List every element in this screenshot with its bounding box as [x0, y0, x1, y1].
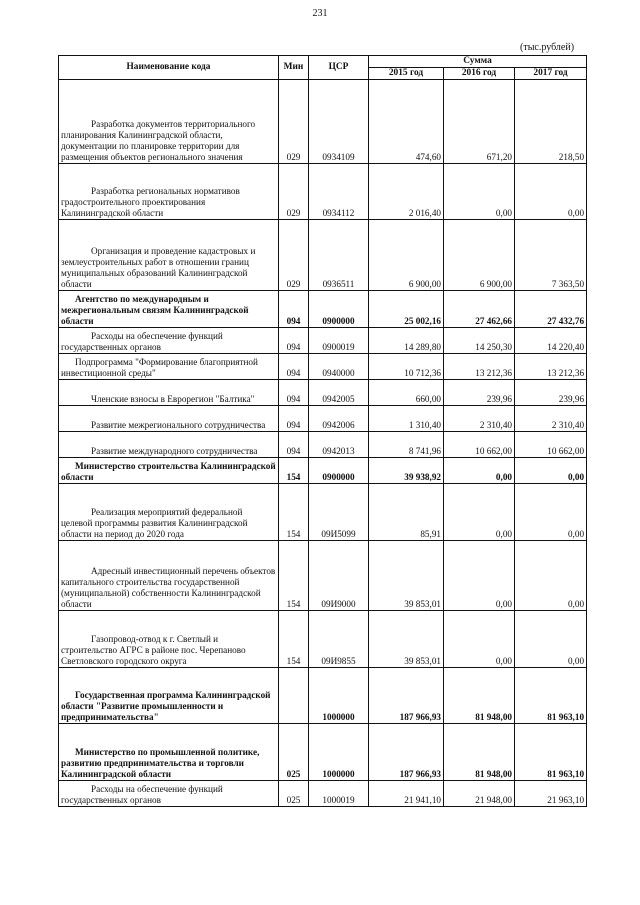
row-csr: 1000019: [309, 781, 369, 807]
row-csr: 1000000: [309, 724, 369, 781]
row-csr: 0940000: [309, 354, 369, 380]
row-2015: 2 016,40: [369, 164, 444, 220]
row-name: Расходы на обеспечение функций государственных органов: [59, 781, 279, 807]
row-csr: 0900000: [309, 458, 369, 484]
row-name: Агентство по международным и межрегиональным связям Калининградской области: [59, 291, 279, 328]
row-csr: 09И9855: [309, 611, 369, 668]
row-2015: 187 966,93: [369, 724, 444, 781]
row-name: Министерство по промышленной политике, развитию предпринимательства и торговли Калининградской области: [59, 724, 279, 781]
row-name: Реализация мероприятий федеральной целевой программы развития Калининградской области на период до 2020 года: [59, 484, 279, 541]
row-name: Адресный инвестиционный перечень объектов капитального строительства государственной (муниципальной) собственности Калининградской области: [59, 541, 279, 611]
table-row: [59, 432, 587, 458]
row-name: Разработка документов территориального планирования Калининградской области, документации по планировке территории для размещения объектов регионального значения: [59, 80, 279, 164]
table-row: [59, 406, 587, 432]
row-csr: 0942006: [309, 406, 369, 432]
row-csr: 09И5099: [309, 484, 369, 541]
row-min: 029: [279, 220, 309, 291]
table-row: [59, 781, 587, 807]
row-2017: 2 310,40: [515, 406, 587, 432]
row-min: 029: [279, 164, 309, 220]
row-2017: 14 220,40: [515, 328, 587, 354]
row-2017: 13 212,36: [515, 354, 587, 380]
row-2017: 0,00: [515, 164, 587, 220]
row-name: Развитие международного сотрудничества: [59, 432, 279, 458]
table-row: [59, 328, 587, 354]
row-csr: 0936511: [309, 220, 369, 291]
row-2015: 39 853,01: [369, 541, 444, 611]
row-csr: 0934109: [309, 80, 369, 164]
row-2016: 2 310,40: [444, 406, 515, 432]
budget-table: [58, 55, 587, 807]
row-name: Развитие межрегионального сотрудничества: [59, 406, 279, 432]
row-2015: 39 853,01: [369, 611, 444, 668]
row-2017: 0,00: [515, 484, 587, 541]
row-2015: 21 941,10: [369, 781, 444, 807]
page-number: 231: [312, 8, 328, 19]
row-min: 094: [279, 406, 309, 432]
units-label: (тыс.рублей): [520, 42, 575, 53]
row-name: Газопровод-отвод к г. Светлый и строительство АГРС в районе пос. Черепаново Светловского городского округа: [59, 611, 279, 668]
row-2016: 0,00: [444, 164, 515, 220]
row-2017: 7 363,50: [515, 220, 587, 291]
table-row: [59, 611, 587, 668]
row-2017: 81 963,10: [515, 724, 587, 781]
row-2016: 27 462,66: [444, 291, 515, 328]
table-row: [59, 541, 587, 611]
row-name: Государственная программа Калининградской области "Развитие промышленности и предпринимательства": [59, 668, 279, 724]
row-csr: 0942005: [309, 380, 369, 406]
row-name: Организация и проведение кадастровых и землеустроительных работ в отношении границ муниципальных образований Калининградской области: [59, 220, 279, 291]
row-csr: 0942013: [309, 432, 369, 458]
row-2016: 0,00: [444, 484, 515, 541]
row-2017: 81 963,10: [515, 668, 587, 724]
row-2017: 239,96: [515, 380, 587, 406]
table-row: [59, 380, 587, 406]
row-2016: 81 948,00: [444, 668, 515, 724]
row-name: Расходы на обеспечение функций государственных органов: [59, 328, 279, 354]
row-2017: 0,00: [515, 541, 587, 611]
row-min: [279, 668, 309, 724]
row-name: Министерство строительства Калининградской области: [59, 458, 279, 484]
table-row: [59, 668, 587, 724]
row-2017: 0,00: [515, 611, 587, 668]
row-2015: 10 712,36: [369, 354, 444, 380]
row-2015: 8 741,96: [369, 432, 444, 458]
row-2016: 13 212,36: [444, 354, 515, 380]
row-2015: 6 900,00: [369, 220, 444, 291]
row-2015: 187 966,93: [369, 668, 444, 724]
table-row: [59, 80, 587, 164]
row-2016: 671,20: [444, 80, 515, 164]
header-2016: 2016 год: [444, 68, 515, 80]
row-2015: 14 289,80: [369, 328, 444, 354]
row-min: 154: [279, 611, 309, 668]
row-2016: 0,00: [444, 458, 515, 484]
row-min: 025: [279, 724, 309, 781]
row-2017: 21 963,10: [515, 781, 587, 807]
table-row: [59, 484, 587, 541]
table-row: [59, 354, 587, 380]
row-min: 094: [279, 291, 309, 328]
table-row: [59, 291, 587, 328]
row-2016: 0,00: [444, 541, 515, 611]
row-2016: 0,00: [444, 611, 515, 668]
row-csr: 1000000: [309, 668, 369, 724]
row-name: Членские взносы в Еврорегион "Балтика": [59, 380, 279, 406]
row-min: 094: [279, 432, 309, 458]
header-min: Мин: [279, 56, 309, 80]
row-2017: 27 432,76: [515, 291, 587, 328]
row-2016: 10 662,00: [444, 432, 515, 458]
row-min: 154: [279, 458, 309, 484]
row-2016: 21 948,00: [444, 781, 515, 807]
row-2017: 10 662,00: [515, 432, 587, 458]
table-row: [59, 220, 587, 291]
row-min: 029: [279, 80, 309, 164]
row-2015: 660,00: [369, 380, 444, 406]
table-row: [59, 458, 587, 484]
header-sum: Сумма: [369, 56, 587, 68]
row-csr: 0900019: [309, 328, 369, 354]
header-name: Наименование кода: [59, 56, 279, 80]
row-2016: 6 900,00: [444, 220, 515, 291]
row-min: 094: [279, 354, 309, 380]
row-2015: 85,91: [369, 484, 444, 541]
row-csr: 0934112: [309, 164, 369, 220]
row-2016: 81 948,00: [444, 724, 515, 781]
header-2015: 2015 год: [369, 68, 444, 80]
row-2017: 0,00: [515, 458, 587, 484]
row-min: 154: [279, 484, 309, 541]
row-2016: 239,96: [444, 380, 515, 406]
row-min: 154: [279, 541, 309, 611]
row-2015: 25 002,16: [369, 291, 444, 328]
row-2016: 14 250,30: [444, 328, 515, 354]
row-min: 094: [279, 328, 309, 354]
row-csr: 09И9000: [309, 541, 369, 611]
row-min: 094: [279, 380, 309, 406]
row-2015: 39 938,92: [369, 458, 444, 484]
table-row: [59, 724, 587, 781]
row-name: Подпрограмма "Формирование благоприятной инвестиционной среды": [59, 354, 279, 380]
header-2017: 2017 год: [515, 68, 587, 80]
row-2015: 1 310,40: [369, 406, 444, 432]
row-min: 025: [279, 781, 309, 807]
table-row: [59, 164, 587, 220]
header-csr: ЦСР: [309, 56, 369, 80]
row-name: Разработка региональных нормативов градостроительного проектирования Калининградской области: [59, 164, 279, 220]
row-csr: 0900000: [309, 291, 369, 328]
row-2015: 474,60: [369, 80, 444, 164]
row-2017: 218,50: [515, 80, 587, 164]
